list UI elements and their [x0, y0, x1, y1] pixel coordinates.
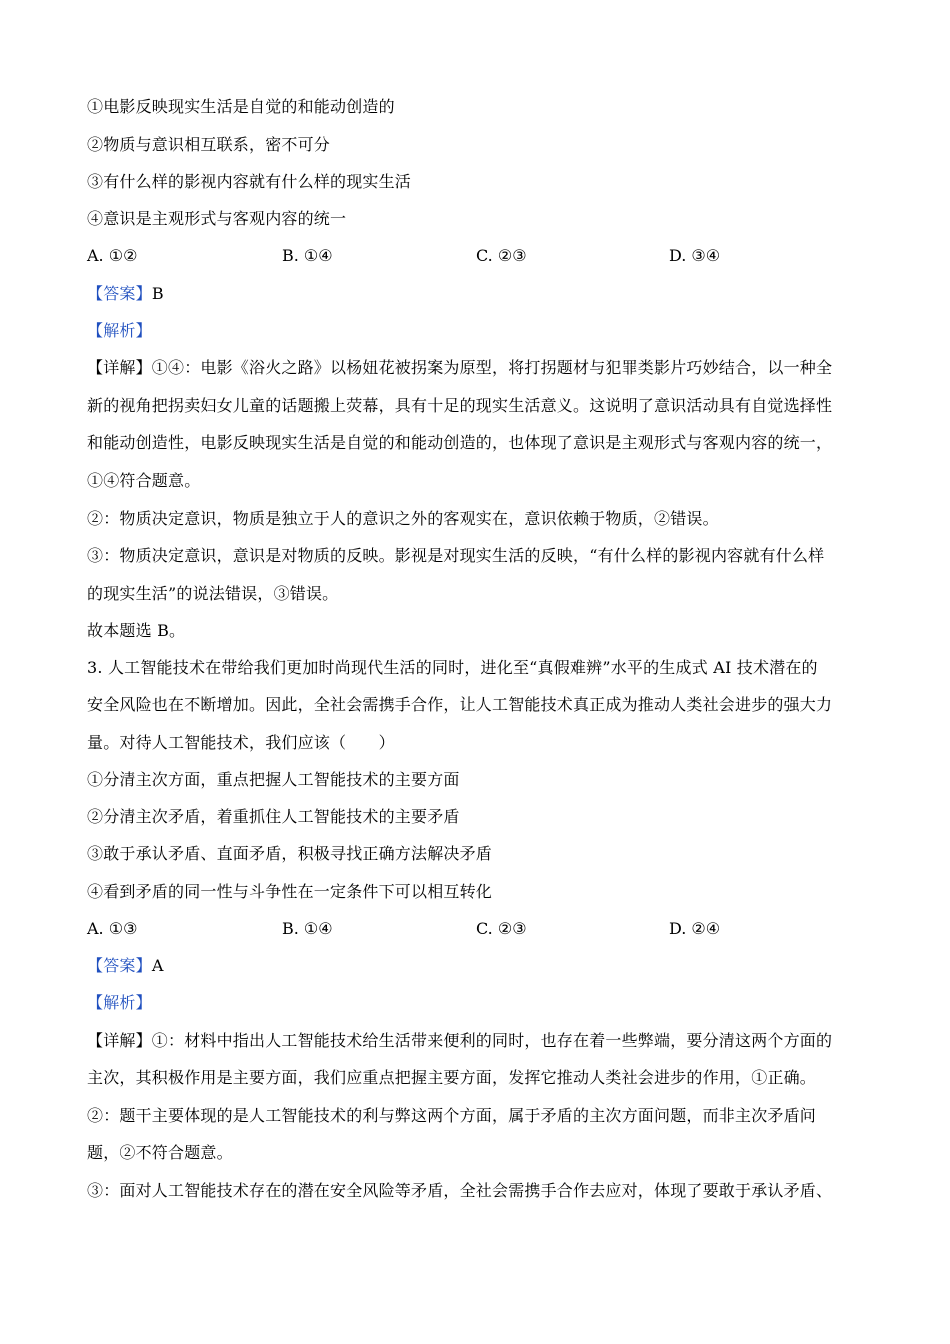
- q3-statement-3: ③敢于承认矛盾、直面矛盾，积极寻找正确方法解决矛盾: [87, 844, 493, 863]
- q3-stem-line-1: 3. 人工智能技术在带给我们更加时尚现代生活的同时，进化至“真假难辨”水平的生成式 AI 技术潜在的: [87, 658, 818, 677]
- q2-detail-line-2: 新的视角把拐卖妇女儿童的话题搬上荧幕，具有十足的现实生活意义。这说明了意识活动具有自觉选择性: [87, 396, 833, 415]
- q3-answer-value: A: [151, 956, 164, 975]
- q2-detail-line-6: ③：物质决定意识，意识是对物质的反映。影视是对现实生活的反映，“有什么样的影视内容就有什么样: [87, 546, 825, 565]
- q2-conclusion: 故本题选 B。: [87, 621, 186, 640]
- q3-detail-line-2: 主次，其积极作用是主要方面，我们应重点把握主要方面，发挥它推动人类社会进步的作用，①正确。: [87, 1068, 817, 1087]
- q3-detail-line-5: ③：面对人工智能技术存在的潜在安全风险等矛盾，全社会需携手合作去应对，体现了要敢于承认矛盾、: [87, 1181, 833, 1200]
- q2-option-c: C. ②③: [476, 246, 527, 265]
- q3-detail-line-4: 题，②不符合题意。: [87, 1143, 233, 1162]
- q3-analysis-label: 【解析】: [87, 993, 152, 1012]
- q2-detail-line-4: ①④符合题意。: [87, 471, 201, 490]
- q3-statement-2: ②分清主次矛盾，着重抓住人工智能技术的主要矛盾: [87, 807, 460, 826]
- q2-options: [87, 245, 867, 267]
- q2-detail-line-1: 【详解】①④：电影《浴火之路》以杨妞花被拐案为原型，将打拐题材与犯罪类影片巧妙结合，以一种全: [87, 358, 833, 377]
- q3-option-a: A. ①③: [87, 919, 138, 938]
- q3-detail-line-1: 【详解】①：材料中指出人工智能技术给生活带来便利的同时，也存在着一些弊端，要分清这两个方面的: [87, 1031, 833, 1050]
- q3-statement-1: ①分清主次方面，重点把握人工智能技术的主要方面: [87, 770, 460, 789]
- q3-stem-line-3: 量。对待人工智能技术，我们应该（ ）: [87, 733, 395, 752]
- q2-option-a: A. ①②: [87, 246, 138, 265]
- q2-statement-4: ④意识是主观形式与客观内容的统一: [87, 209, 347, 228]
- q3-answer: [87, 955, 164, 977]
- q2-detail-line-5: ②：物质决定意识，物质是独立于人的意识之外的客观实在，意识依赖于物质，②错误。: [87, 509, 719, 528]
- q2-answer-value: B: [151, 284, 164, 303]
- q3-stem-line-2: 安全风险也在不断增加。因此，全社会需携手合作，让人工智能技术真正成为推动人类社会进步的强大力: [87, 695, 833, 714]
- q2-answer: [87, 283, 164, 305]
- q2-option-b: B. ①④: [282, 246, 333, 265]
- q2-detail-line-3: 和能动创造性，电影反映现实生活是自觉的和能动创造的，也体现了意识是主观形式与客观内容的统一，: [87, 433, 833, 452]
- q2-option-d: D. ③④: [669, 246, 721, 265]
- q3-option-b: B. ①④: [282, 919, 333, 938]
- q2-statement-3: ③有什么样的影视内容就有什么样的现实生活: [87, 172, 412, 191]
- q2-answer-label: 【答案】: [87, 284, 152, 303]
- q2-statement-2: ②物质与意识相互联系，密不可分: [87, 135, 331, 154]
- q2-detail-line-7: 的现实生活”的说法错误，③错误。: [87, 584, 339, 603]
- q2-statement-1: ①电影反映现实生活是自觉的和能动创造的: [87, 97, 395, 116]
- q2-analysis-label: 【解析】: [87, 321, 152, 340]
- q3-option-d: D. ②④: [669, 919, 721, 938]
- q3-answer-label: 【答案】: [87, 956, 152, 975]
- q3-option-c: C. ②③: [476, 919, 527, 938]
- q3-options: [87, 918, 867, 940]
- q3-detail-line-3: ②：题干主要体现的是人工智能技术的利与弊这两个方面，属于矛盾的主次方面问题，而非主次矛盾问: [87, 1106, 817, 1125]
- q3-statement-4: ④看到矛盾的同一性与斗争性在一定条件下可以相互转化: [87, 882, 493, 901]
